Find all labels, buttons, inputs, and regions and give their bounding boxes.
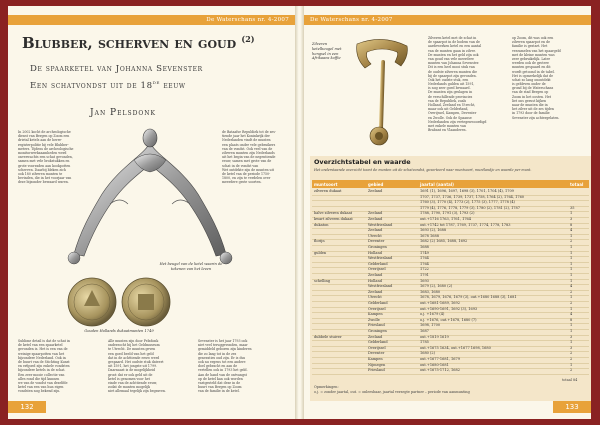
header-muntsoort: muntsoort	[314, 181, 338, 187]
article-subtitle-1: De spaarketel van Johanna Sevenster	[30, 64, 203, 74]
table-cell: 4	[570, 312, 573, 317]
text-line: alles rond die tijd kunnen	[18, 376, 60, 381]
table-cell: Gelderland	[368, 261, 388, 266]
text-line: Zilveren ketel met de schat in	[428, 36, 477, 40]
table-cell: out.+1742 tot 1787, 1769, 1737, 1774, 1778, 1783	[420, 222, 511, 227]
text-line: van de familie in de ketel.	[198, 389, 240, 394]
table-notes-label: Opmerkingen:	[314, 385, 339, 389]
table-cell: 4	[570, 284, 573, 289]
text-line: weinige spaarpotten van het	[18, 351, 65, 356]
text-line: ook nu ergens tot een andere	[198, 359, 246, 364]
text-line: buurt van Bergen op Zoom	[198, 385, 242, 390]
text-line: Holland, Zeeland en Utrecht,	[428, 103, 476, 107]
table-cell: 1	[570, 250, 573, 255]
table-header	[312, 180, 589, 188]
table-cell: out.+1675 1634, out.+1677 1698, 1680	[420, 345, 491, 350]
text-line: is nog zeer goed bewaard.	[428, 86, 471, 91]
table-cell: 1	[570, 323, 573, 328]
table-cell: 2	[570, 357, 573, 361]
folio-right: 133	[553, 401, 591, 413]
text-line: Brabant en Vlaanderen.	[428, 128, 467, 133]
table-cell: Kampen	[368, 312, 383, 317]
text-line: van de Republiek, zoals	[428, 98, 467, 103]
text-line: bevinden, die in het voorjaar van	[18, 176, 72, 181]
table-cell: schelling	[314, 278, 330, 283]
text-line: een plaats onder vele gebruikers	[222, 142, 276, 147]
table-cell: 1	[570, 329, 573, 333]
kettle-handle-image	[50, 124, 250, 274]
table-cell: out.+1681-1689, 1692	[420, 301, 460, 305]
table-row	[312, 368, 589, 375]
table-cell: Groningen	[368, 329, 387, 333]
table-cell: o.j. +1676, out.+1678, 1680 (7)	[420, 317, 477, 322]
table-cell: Zeeland	[368, 273, 383, 277]
text-line: Sevenster zijn achtergelaten.	[512, 115, 560, 120]
table-cell: Westfriesland	[368, 222, 393, 227]
text-line: van de stad Bergen op	[512, 90, 549, 95]
text-line: bijzondere ketels in de schat.	[18, 368, 66, 373]
text-line: op Zoom, dit was ook een	[512, 36, 554, 40]
table-cell: Groningen	[368, 245, 387, 249]
table-cell: halve zilveren dukaat	[314, 211, 353, 216]
text-line: onverwachts een schat gevonden,	[18, 155, 73, 160]
table-cell: 2	[570, 289, 573, 294]
text-line: doel gebracht en aan de	[198, 364, 238, 369]
table-cell: Holland	[368, 250, 382, 255]
table-cell: Westfriesland	[368, 284, 393, 289]
table-cell: 1	[570, 362, 573, 367]
table-cell: Overijssel	[368, 267, 386, 272]
text-line: Zoom in het oosten. Het	[512, 94, 552, 99]
table-cell: Holland	[368, 278, 382, 283]
text-line: Ook het oudste stuk, een	[428, 77, 469, 82]
table-cell: Westfriesland	[368, 256, 393, 261]
table-cell: o.j. +1679 (4)	[420, 312, 445, 317]
text-line: Aan de hand van de ontvangst	[198, 372, 247, 377]
text-line: registerpolitie bij vele Blubber-	[18, 142, 69, 147]
text-line: gespaard. Het oudste stuk dateert	[108, 359, 164, 364]
table-cell: Zeeland	[368, 228, 383, 233]
table-cell: 1749	[420, 250, 429, 255]
table-cell: Gelderland	[368, 301, 388, 305]
subtitle-2-post: eeuw	[159, 80, 186, 91]
table-cell: Zwolle	[368, 317, 380, 322]
table-cell: 1764	[420, 261, 429, 266]
table-cell: 1	[570, 256, 573, 261]
article-author: Jan Pelsdonk	[90, 108, 157, 118]
table-cell: 1678 1688	[420, 233, 439, 238]
table-cell: Zeeland	[368, 189, 383, 193]
table-cell: 1779 (4), 1776, 1778, 1779 (3), 1780 (2), 1781 (2), 1787	[420, 205, 520, 210]
text-line: van de vondst. Ook veel van de	[222, 146, 273, 151]
text-line: Nederlanden vindt de munten	[222, 138, 271, 143]
text-line: tiende jaar het Koninkrijk der	[222, 134, 270, 139]
article-title-text: Blubber, scherven en goud	[22, 34, 237, 52]
text-line: grote voorraden aan kookpotten	[18, 163, 71, 168]
text-line: naar de munten die in	[512, 103, 548, 107]
header-gebied: gebied	[368, 181, 384, 187]
text-line: vertellen ook in 1793 het geld.	[198, 368, 248, 373]
text-line: scherven. Daarbij bleken zich	[18, 167, 66, 172]
table-intro: Het onderstaande overzicht toont de munten uit de schatvondst, gesorteerd naar muntsoort, muntlandje en waarde per munt.	[314, 168, 532, 172]
table-cell: florijn	[314, 239, 325, 244]
text-line: bijzondere Nederland. Ook in	[18, 355, 66, 360]
table-cell: out.+1690-1691, 1692 (3), 1693	[420, 306, 478, 311]
table-cell: 1	[570, 340, 573, 345]
text-column-bottom-1	[18, 339, 100, 393]
table-cell: 2	[570, 239, 573, 244]
table-cell: out.+1680-1681	[420, 362, 449, 367]
text-line: Alle munten zijn door Pelsdonk	[108, 339, 159, 343]
table-cell: Zeeland	[368, 217, 383, 221]
table-cell: 1764	[420, 256, 429, 261]
text-column-bottom-2	[108, 339, 190, 393]
text-line: Dit is een heel mooi stuk van	[428, 65, 475, 70]
table-cell: 1788, 1790, 1791 (3), 1793 (2)	[420, 211, 475, 216]
table-cell: 1680 (2)	[420, 351, 435, 356]
subtitle-2-sup: de	[152, 80, 160, 86]
coin-table	[310, 156, 591, 401]
table-cell: 1707, 1737, 1736, 1739, 1737, 1758, 1764 (2), 1764, 1760	[420, 194, 525, 199]
right-text-column-2	[512, 36, 584, 120]
table-title: Overzichtstabel en waarde	[314, 158, 411, 166]
header-totaal: totaal	[570, 181, 584, 187]
text-line: de ketel van een spaarketel	[18, 343, 63, 348]
text-line: werden ook de grotere	[512, 61, 549, 66]
table-cell: 1785	[420, 340, 429, 345]
text-line: einde van de achttiende eeuw,	[108, 380, 157, 385]
text-line: met de kleine munten was	[512, 52, 555, 57]
text-line: de verschillende provincies	[428, 94, 473, 99]
text-line: vastgesteld dat deze in de	[198, 380, 241, 385]
text-line: bij de spaarpot zijn gevonden.	[428, 73, 477, 78]
table-notes: o.j. = zonder jaartal, out. = onleesbaar, jaartal verzegte partner – periode van aanmunting	[314, 390, 470, 394]
text-line: is gebleven onder de	[512, 82, 546, 87]
text-line: In 2002 kocht de archeologische	[18, 130, 71, 134]
table-total: totaal 84	[562, 378, 578, 382]
table-cell: 4	[570, 228, 573, 233]
text-line: Nederlanden zijn vertegenwoordigd	[428, 119, 487, 124]
text-line: dat in de achttiende eeuw werd	[108, 355, 160, 360]
table-cell: Utrecht	[368, 295, 382, 300]
text-line: De munten en het geld zijn ook	[428, 52, 479, 57]
text-line: deze bijzonder bewaard waren.	[18, 180, 69, 185]
handle-caption: Zilveren ketelbeugel met hengsel in een Afrikaans koffie	[312, 42, 342, 61]
text-line: munten gespaard en dit	[512, 65, 551, 70]
text-line: eeuw, samen met grote van de	[222, 159, 272, 164]
table-cell: 8	[570, 317, 573, 322]
text-line: Overijssel, Kampen, Deventer	[428, 111, 477, 116]
text-line: de ketel van de periode 1750-	[222, 171, 271, 176]
running-head-left: De Waterschans nr. 4-2007	[8, 15, 295, 25]
table-cell: 1682 (2) 1685, 1688, 1692	[420, 239, 468, 244]
text-line: ketel is genomen voor het	[108, 376, 150, 381]
table-cell: 1698, 1700	[420, 323, 441, 328]
table-cell: 1678, 1679, 1676, 1679 (3), out.+1680 1688 (3), 1681	[420, 295, 517, 300]
text-line: de Bataafse Republiek tot de zes-	[222, 130, 276, 134]
text-line: we van de vondst van dezelfde	[18, 380, 68, 385]
left-page	[8, 6, 295, 419]
table-cell: 1688	[420, 245, 429, 249]
table-cell: 1	[570, 233, 573, 238]
text-line: familie is gestart. Het	[512, 44, 548, 49]
text-line: groot dat er ook geld uit de	[108, 372, 153, 377]
table-cell: 1	[570, 245, 573, 249]
text-line: liet ons gerust kijken	[512, 98, 547, 103]
table-cell: gulden	[314, 250, 327, 255]
table-cell: dubbele stuiver	[314, 334, 342, 339]
kettle-caption: Het beugel van de ketel waarin de tekenen van het leven	[159, 262, 223, 271]
table-cell: 3	[570, 217, 573, 221]
brass-handle-image	[347, 36, 417, 156]
right-page	[304, 6, 591, 419]
table-cell: out.+1677-1681, 1679	[420, 357, 460, 361]
table-cell: Overijssel	[368, 306, 386, 311]
text-line: ketel van een van hun eigen	[18, 385, 64, 390]
subtitle-2-pre: Een schatvondst uit de 18	[30, 80, 153, 91]
table-cell: out.+1675-1712, 1682	[420, 368, 460, 373]
text-line: en Zwolle. Ook de Spaanse	[428, 115, 472, 120]
text-line: maar ook uit Gelderland,	[428, 107, 469, 112]
folio-left: 132	[8, 401, 46, 413]
text-line: zodat de munten mogelijk	[108, 385, 150, 390]
text-line: van de munten gaan in zilver.	[428, 48, 476, 53]
text-line: munten van Johanna Sevenster.	[428, 61, 480, 66]
table-cell: 3	[570, 334, 573, 339]
table-cell: out.+1716 1763, 1761, 1764	[420, 217, 472, 221]
text-line: meerdere grote soorten.	[222, 180, 262, 185]
table-cell: Utrecht	[368, 233, 382, 238]
table-cell: 1679 (2), 1680 (2)	[420, 284, 453, 289]
text-line: Sublime detail is dat de schat in	[18, 339, 70, 343]
text-line: meters. Tijdens de archeologische	[18, 146, 74, 151]
text-line: monitorwerkzaamheden werd	[18, 150, 67, 155]
table-cell: 35	[570, 205, 575, 210]
running-head-right: De Waterschans nr. 4-2007	[304, 15, 591, 25]
table-cell: Zeeland	[368, 334, 383, 339]
text-line: Het is opmerkelijk dat de	[512, 73, 553, 78]
right-text-column-1	[428, 36, 506, 132]
text-line: uit het begin van de negentiende	[222, 155, 276, 160]
text-line: op de ketel kan ook worden	[198, 376, 243, 381]
text-line: 1800, en zijn te verdelen over	[222, 176, 271, 181]
text-line: wordt getoond in de tabel.	[512, 69, 555, 74]
gold-coins-image	[64, 276, 174, 328]
table-cell: 1687	[420, 329, 429, 333]
text-line: Een zeer mooie collectie van	[18, 372, 65, 377]
text-line: schat zo lang onontdekt	[512, 77, 551, 82]
table-cell: out.+1819 1619	[420, 334, 449, 339]
text-line: te Utrecht. De munten geven	[108, 347, 156, 352]
text-line: drietal ketels aan de herre-	[18, 138, 63, 143]
text-line: grond bij de Waterschans	[512, 86, 554, 91]
table-cell: Friesland	[368, 323, 385, 328]
table-cell: Kampen	[368, 357, 383, 361]
text-line: verzamelen van het spaargeld	[512, 48, 561, 53]
table-cell: Zeeland	[368, 211, 383, 216]
text-line: in 1793 door de familie	[512, 111, 550, 116]
table-cell: 3	[570, 345, 573, 350]
table-cell: Overijssel	[368, 345, 386, 350]
text-line: de buurt van de Stichting Kunst	[18, 359, 70, 364]
text-line: Nederlands gulden uit 1591,	[428, 82, 475, 87]
table-cell: 1693 (2), 1688	[420, 228, 447, 233]
table-cell: 1	[570, 295, 573, 300]
text-line: het zilver uit de zes tijden	[512, 107, 554, 112]
text-line: schat in de vondst van	[222, 163, 259, 168]
table-cell: 2	[570, 368, 573, 373]
text-line: samen met vele brokstukken en	[18, 159, 70, 164]
text-line: Daarnaast is de mogelijkheid	[108, 368, 156, 373]
table-cell: Nijmegen	[368, 362, 386, 367]
article-title-note: (2)	[241, 34, 255, 44]
article-title	[22, 34, 287, 52]
table-cell: 1	[570, 306, 573, 311]
table-cell: 1791	[420, 273, 429, 277]
table-cell: 1683, 1680	[420, 289, 441, 294]
text-line: dienst van Bergen op Zoom een	[18, 134, 70, 139]
table-cell: 8	[570, 222, 573, 227]
text-line: zilveren munten zijn Nederlands	[222, 150, 275, 155]
table-cell: 1760 (3), 1770 (4), 1773 (2), 1775 (3), 1777, 1778 (4)	[420, 200, 515, 205]
text-line: ook 180 zilveren munten te	[18, 171, 63, 176]
text-line: de spaarpot in de bodem van de	[428, 40, 480, 45]
text-line: en erfgoed zijn enkele vondsten	[18, 364, 70, 369]
article-subtitle-2	[30, 80, 290, 91]
table-cell: Zeeland	[368, 289, 383, 294]
table-cell: 1	[570, 211, 573, 216]
table-cell: Deventer	[368, 239, 385, 244]
table-cell: kwart zilveren dukaat	[314, 217, 353, 221]
table-cell: zilveren dukaat	[314, 189, 342, 193]
text-line: Wet ontdekte zijn de munten uit	[222, 167, 274, 172]
table-cell: 1	[570, 278, 573, 283]
text-line: niet allemaal tegelijk zijn begraven.	[108, 389, 166, 394]
gutter	[295, 6, 304, 419]
text-column-bottom-3	[198, 339, 283, 393]
table-cell: 1722	[420, 267, 429, 272]
text-line: niet veel teruggevonden, maar	[198, 343, 248, 348]
text-line: de oudste zilveren munten die	[428, 69, 477, 74]
text-line: onderzocht bij het Geldmuseum	[108, 343, 160, 348]
text-line: uit 1591, het jongste uit 1799.	[108, 364, 158, 369]
table-cell: 1	[570, 267, 573, 272]
text-line: die zo lang tot in de zes	[198, 351, 237, 356]
table-cell: dukaton	[314, 222, 329, 227]
text-line: een goed beeld van het geld	[108, 351, 154, 356]
table-cell: 1691 (1), 1696, 1697, 1698 (3), 1701, 1704 (4), 1709	[420, 189, 514, 193]
text-line: gemiddeld geboren zijn kinderen	[198, 347, 252, 352]
table-cell: 1693	[420, 278, 429, 283]
header-jaartal: jaartal (aantal)	[420, 181, 455, 187]
coin-caption: Gouden Hollands dukaatmunten 1749	[84, 329, 154, 333]
text-line: vondsten nog bekend zijn.	[18, 389, 61, 394]
text-line: aardewerken ketel en een aantal	[428, 44, 482, 49]
table-cell: Gelderland	[368, 340, 388, 345]
text-line: Sevenster is het jaar 1793 ook	[198, 339, 248, 343]
table-cell: 2	[570, 351, 573, 356]
table-cell: 2	[570, 301, 573, 305]
text-line: zeer gebruikelijk. Later	[512, 56, 551, 61]
text-line: gevonden is. Het is een van de	[18, 347, 68, 352]
text-line: zilveren spaarpot en de	[512, 40, 551, 45]
table-cell: 1	[570, 273, 573, 277]
text-line: van goud van vele meerdere	[428, 56, 474, 61]
text-line: met enkele munten van	[428, 123, 466, 128]
table-cell: 1	[570, 261, 573, 266]
table-cell: Friesland	[368, 368, 385, 373]
text-line: De munten zijn geslagen in	[428, 90, 473, 95]
text-line: generaties oud zijn. Er is dus	[198, 355, 246, 360]
table-cell: Deventer	[368, 351, 385, 356]
